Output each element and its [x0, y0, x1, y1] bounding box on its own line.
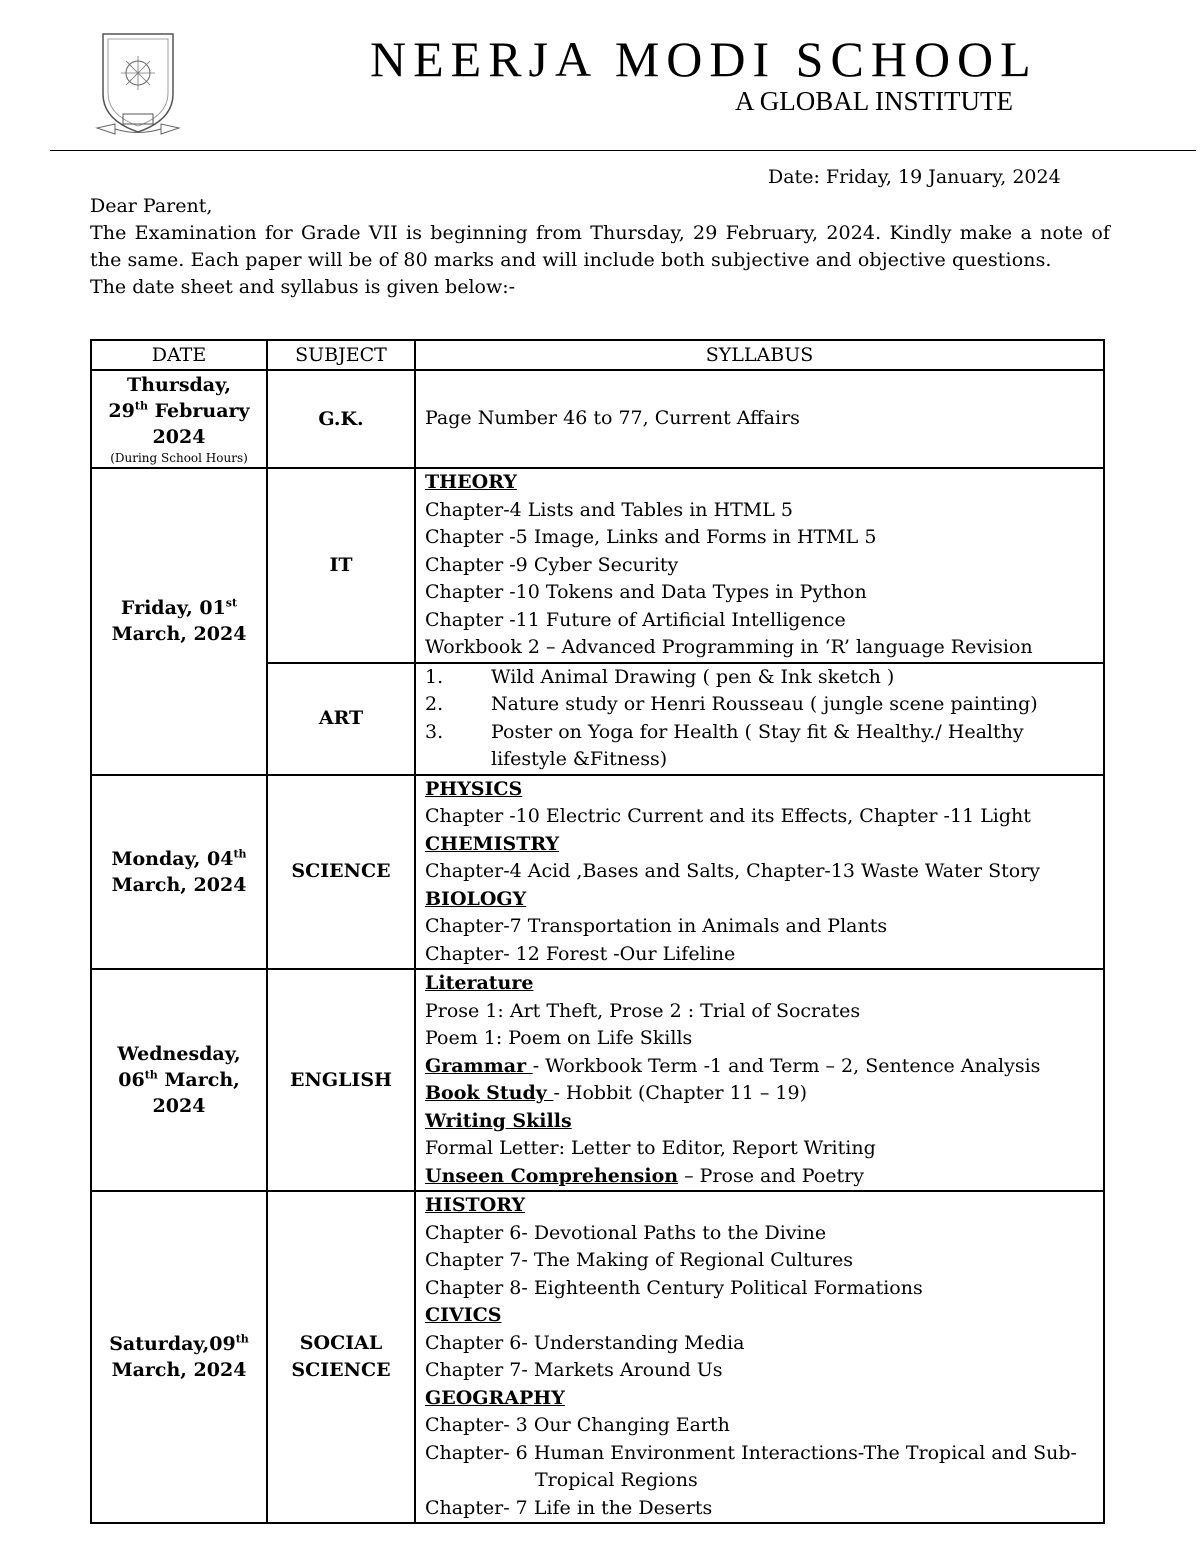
letter-intro: The date sheet and syllabus is given below:-: [90, 276, 516, 298]
subject-cell: ENGLISH: [267, 969, 415, 1191]
exam-date: Saturday,09th March, 2024: [91, 1191, 267, 1523]
date-sheet-table: [90, 339, 1105, 1524]
section-heading: THEORY: [425, 471, 517, 493]
table-row: [91, 969, 1104, 1191]
letter-body: [90, 193, 1110, 301]
exam-date: Friday, 01st March, 2024: [91, 468, 267, 775]
header-divider: [50, 150, 1196, 151]
table-header-row: [91, 340, 1104, 370]
syllabus-cell: 1. Wild Animal Drawing ( pen & Ink sketch ) 2. Nature study or Henri Rousseau ( jungle scene painting) 3. Poster on Yoga for Health ( Stay fit & Healthy./ Healthy lifestyle &Fitness): [415, 663, 1104, 775]
syllabus-cell: HISTORY Chapter 6- Devotional Paths to the Divine Chapter 7- The Making of Regional Cultures Chapter 8- Eighteenth Century Political Formations CIVICS Chapter 6- Understanding Media Chapter 7- Markets Around Us GEOGRAPHY Chapter- 3 Our Changing Earth Chapter- 6 Human Environment Interactions-The Tropical and Sub- Tropical Regions Chapter- 7 Life in the Deserts: [415, 1191, 1104, 1523]
list-item: 3. Poster on Yoga for Health ( Stay fit & Healthy./ Healthy: [425, 720, 1024, 743]
section-heading: Grammar: [425, 1054, 533, 1077]
list-item: 1. Wild Animal Drawing ( pen & Ink sketch ): [425, 665, 895, 688]
subject-cell: SOCIAL SCIENCE: [267, 1191, 415, 1523]
table-row: [91, 370, 1104, 468]
section-heading: GEOGRAPHY: [425, 1386, 565, 1409]
exam-date: Wednesday, 06th March, 2024: [91, 969, 267, 1191]
subject-cell: G.K.: [267, 370, 415, 468]
syllabus-cell: THEORY Chapter-4 Lists and Tables in HTML 5 Chapter -5 Image, Links and Forms in HTML 5 Chapter -9 Cyber Security Chapter -10 Tokens and Data Types in Python Chapter -11 Future of Artificial Intelligence Workbook 2 – Advanced Programming in ‘R’ language Revision: [415, 468, 1104, 663]
syllabus-cell: PHYSICS Chapter -10 Electric Current and its Effects, Chapter -11 Light CHEMISTRY Chapter-4 Acid ,Bases and Salts, Chapter-13 Waste Water Story BIOLOGY Chapter-7 Transportation in Animals and Plants Chapter- 12 Forest -Our Lifeline: [415, 775, 1104, 970]
school-crest-icon: [95, 28, 181, 140]
syllabus-cell: Page Number 46 to 77, Current Affairs: [415, 370, 1104, 468]
syllabus-cell: Literature Prose 1: Art Theft, Prose 2 : Trial of Socrates Poem 1: Poem on Life Skills Grammar - Workbook Term -1 and Term – 2, Sentence Analysis Book Study - Hobbit (Chapter 11 – 19) Writing Skills Formal Letter: Letter to Editor, Report Writing Unseen Comprehension – Prose and Poetry: [415, 969, 1104, 1191]
section-heading: CHEMISTRY: [425, 832, 560, 855]
header-syllabus: SYLLABUS: [415, 340, 1104, 370]
letter-paragraph: The Examination for Grade VII is beginning from Thursday, 29 February, 2024. Kindly make a note of the same. Each paper will be of 80 marks and will include both subjective and objective questions.: [90, 222, 1110, 271]
school-name: NEERJA MODI SCHOOL: [370, 31, 1038, 87]
exam-date: Monday, 04th March, 2024: [91, 775, 267, 970]
header-date: DATE: [91, 340, 267, 370]
section-heading: Literature: [425, 972, 534, 994]
subject-cell: IT: [267, 468, 415, 663]
exam-date: Thursday, 29th February 2024 (During School Hours): [91, 370, 267, 468]
subject-cell: ART: [267, 663, 415, 775]
header-subject: SUBJECT: [267, 340, 415, 370]
list-item: 2. Nature study or Henri Rousseau ( jungle scene painting): [425, 693, 1038, 715]
section-heading: HISTORY: [425, 1194, 526, 1216]
table-row: [91, 775, 1104, 970]
section-heading: CIVICS: [425, 1304, 502, 1326]
subject-cell: SCIENCE: [267, 775, 415, 970]
table-row: [91, 1191, 1104, 1523]
table-row: [91, 468, 1104, 663]
letter-date: Date: Friday, 19 January, 2024: [768, 166, 1061, 188]
section-heading: BIOLOGY: [425, 887, 527, 910]
salutation: Dear Parent,: [90, 195, 213, 217]
section-heading: Writing Skills: [425, 1109, 572, 1132]
section-heading: Unseen Comprehension: [425, 1164, 679, 1187]
school-subtitle: A GLOBAL INSTITUTE: [735, 86, 1013, 116]
section-heading: Book Study: [425, 1082, 554, 1104]
exam-note: (During School Hours): [110, 451, 248, 465]
section-heading: PHYSICS: [425, 777, 523, 800]
